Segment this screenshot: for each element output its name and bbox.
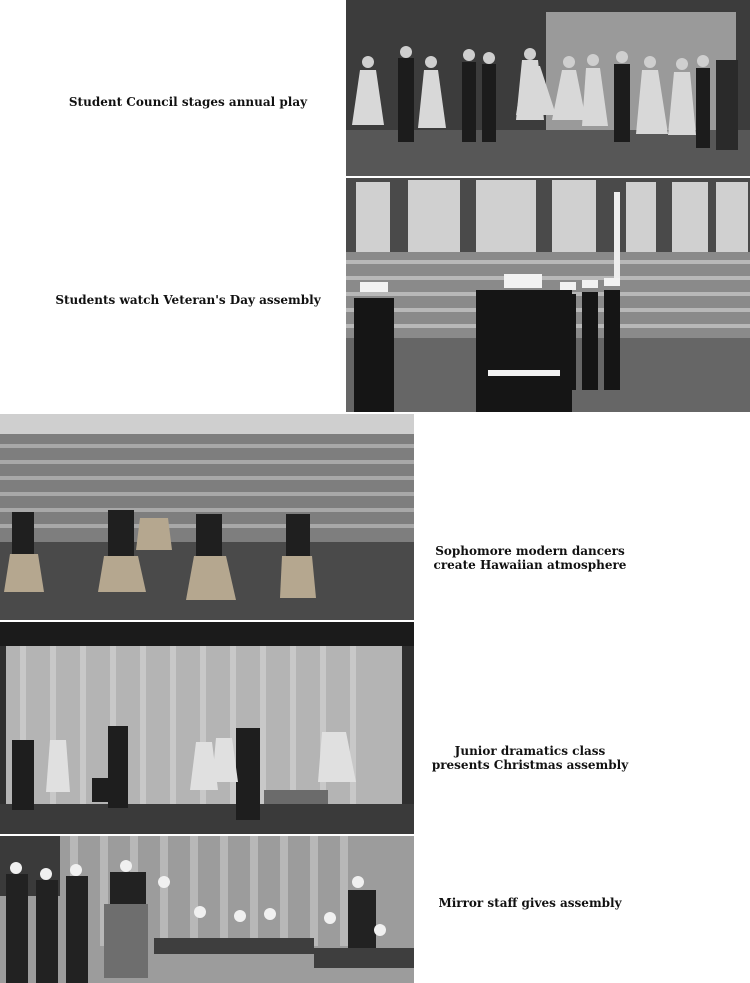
caption-mirror-staff: Mirror staff gives assembly: [438, 896, 622, 910]
caption-line: Junior dramatics class: [454, 744, 606, 758]
caption-line: Sophomore modern dancers: [435, 544, 625, 558]
photo-hawaiian-dancers: [0, 414, 414, 620]
caption-christmas-assembly: [420, 744, 640, 772]
photo-mirror-staff-assembly: [0, 836, 414, 983]
caption-student-council-play: Student Council stages annual play: [68, 95, 308, 109]
photo-christmas-assembly: [0, 622, 414, 834]
caption-line: presents Christmas assembly: [431, 758, 629, 772]
caption-line: create Hawaiian atmosphere: [433, 558, 627, 572]
caption-veterans-day-assembly: Students watch Veteran's Day assembly: [55, 293, 321, 307]
photo-student-council-play: [346, 0, 750, 176]
photo-veterans-day-assembly: [346, 178, 750, 412]
caption-hawaiian-dancers: [420, 544, 640, 572]
